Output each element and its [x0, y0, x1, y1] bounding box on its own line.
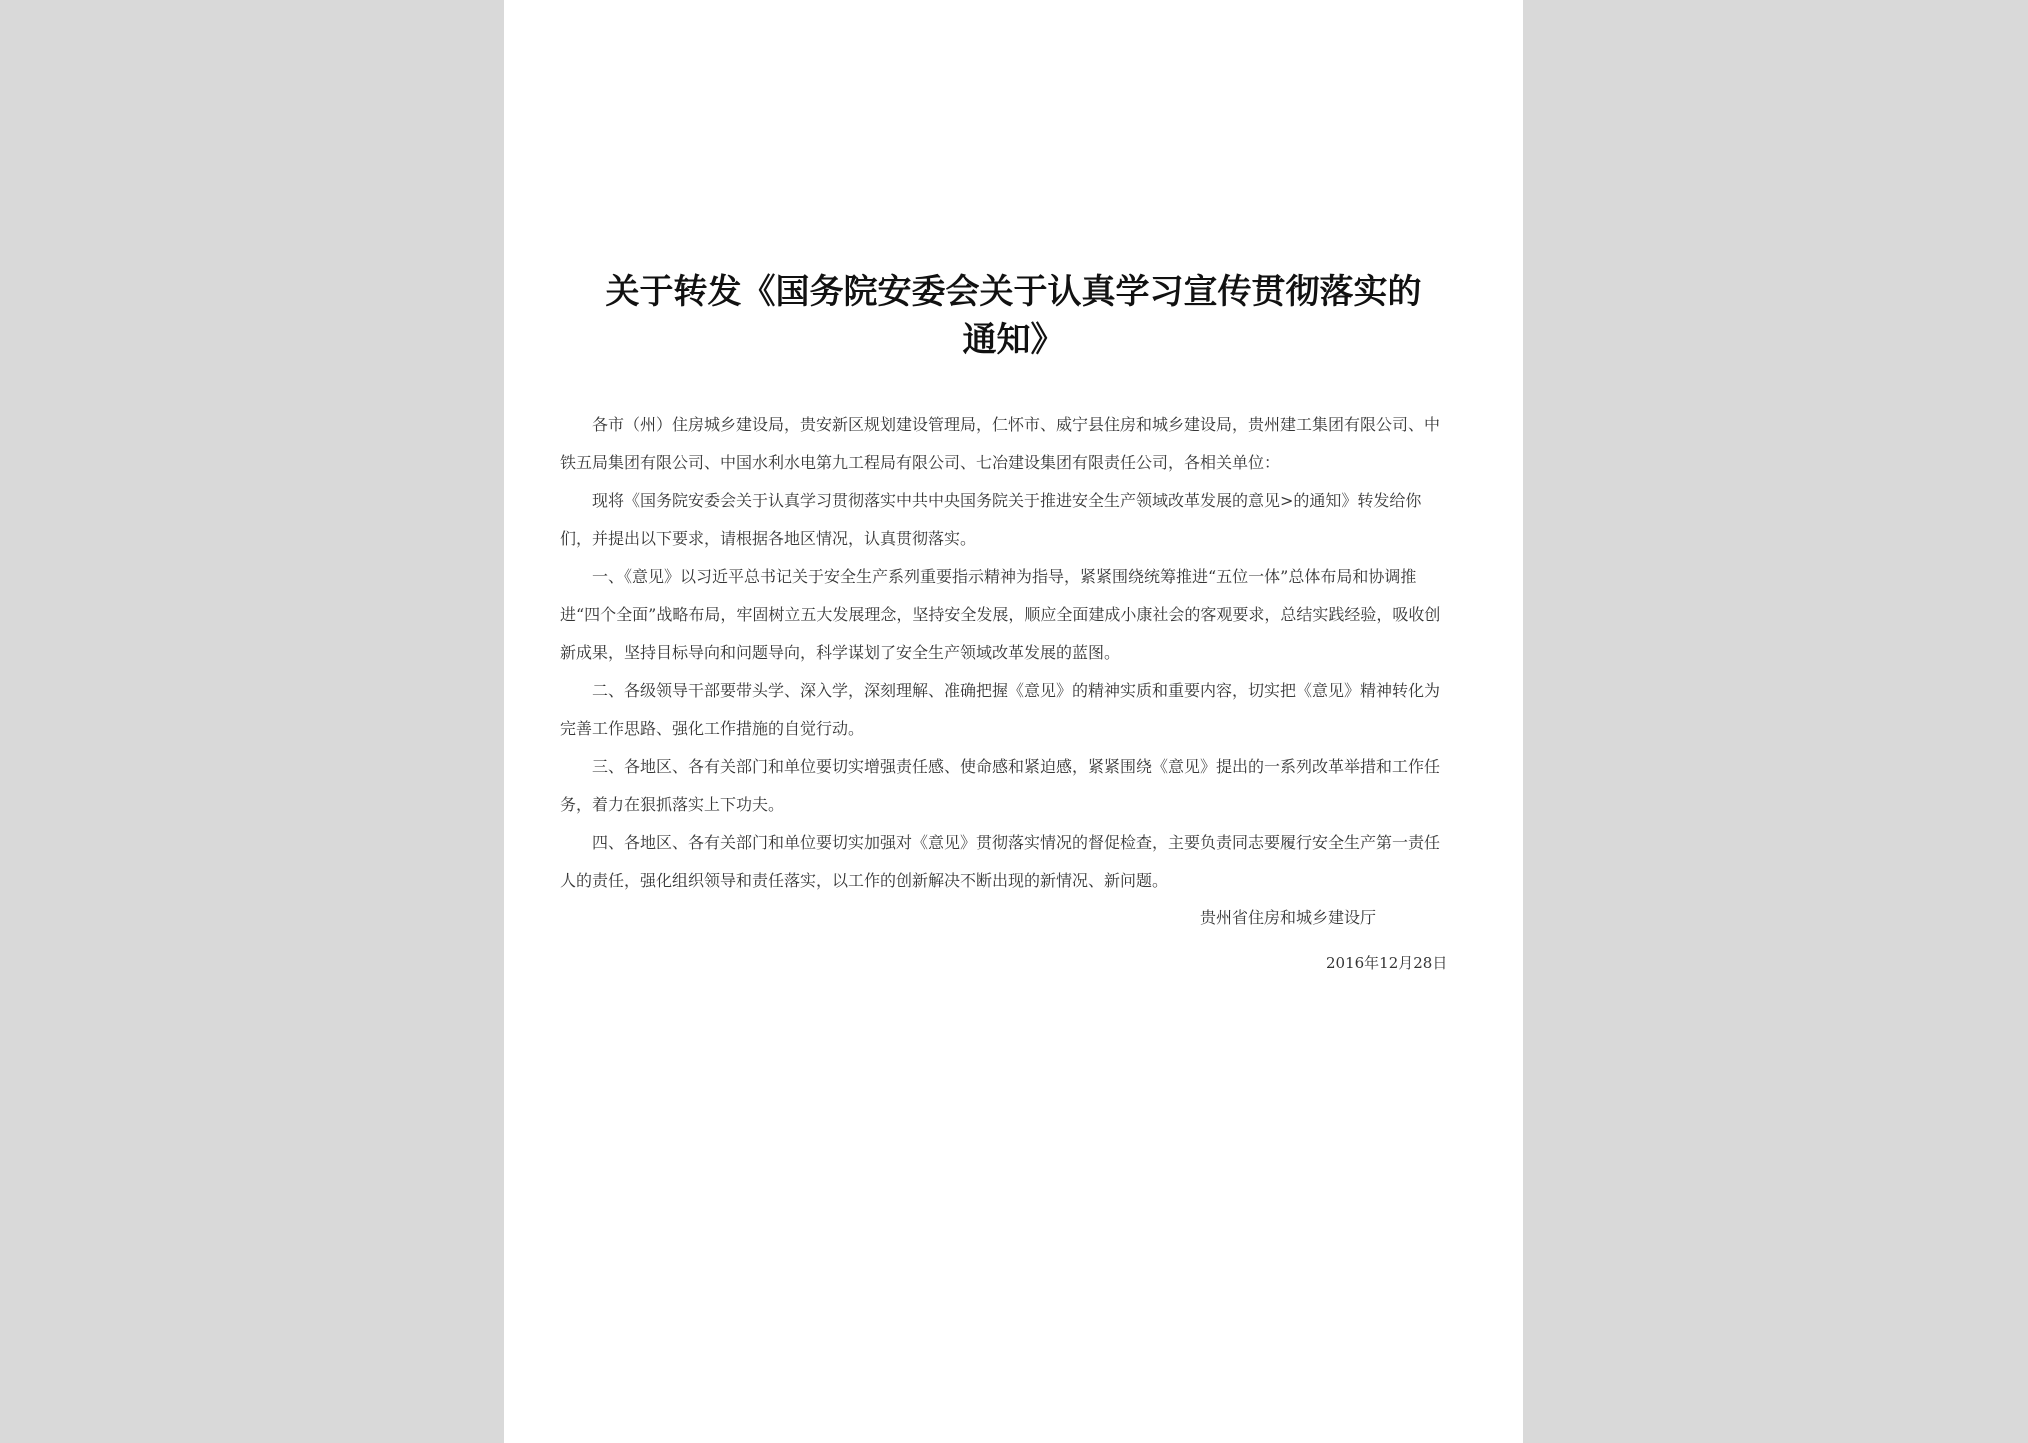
- paragraph-2-line-1: 二、各级领导干部要带头学、深入学，深刻理解、准确把握《意见》的精神实质和重要内容，切实把《意见》精神转化为: [592, 681, 1441, 700]
- document-title-line-1: 关于转发《国务院安委会关于认真学习宣传贯彻落实的: [605, 272, 1422, 312]
- document-page: [504, 0, 1523, 1443]
- intro-line-2: 们，并提出以下要求，请根据各地区情况，认真贯彻落实。: [560, 529, 977, 548]
- paragraph-1-line-2: 进“四个全面”战略布局，牢固树立五大发展理念，坚持安全发展，顺应全面建成小康社会的客观要求，总结实践经验，吸收创: [560, 605, 1441, 624]
- addressee-line-1: 各市（州）住房城乡建设局，贵安新区规划建设管理局，仁怀市、威宁县住房和城乡建设局，贵州建工集团有限公司、中: [592, 415, 1441, 434]
- paragraph-1-line-3: 新成果，坚持目标导向和问题导向，科学谋划了安全生产领域改革发展的蓝图。: [560, 643, 1121, 662]
- addressee-line-2: 铁五局集团有限公司、中国水利水电第九工程局有限公司、七冶建设集团有限责任公司，各相关单位：: [560, 453, 1281, 472]
- issuer-signature: 贵州省住房和城乡建设厅: [1200, 908, 1377, 927]
- paragraph-3-line-2: 务，着力在狠抓落实上下功夫。: [560, 795, 785, 814]
- paragraph-1-line-1: 一、《意见》以习近平总书记关于安全生产系列重要指示精神为指导，紧紧围绕统筹推进“五位一体”总体布局和协调推: [592, 567, 1417, 586]
- document-title-line-2: 通知》: [962, 320, 1065, 360]
- paragraph-4-line-1: 四、各地区、各有关部门和单位要切实加强对《意见》贯彻落实情况的督促检查，主要负责同志要履行安全生产第一责任: [592, 833, 1441, 852]
- paragraph-2-line-2: 完善工作思路、强化工作措施的自觉行动。: [560, 719, 865, 738]
- intro-line-1: 现将《国务院安委会关于认真学习贯彻落实中共中央国务院关于推进安全生产领域改革发展的意见>的通知》转发给你: [592, 491, 1422, 510]
- paragraph-3-line-1: 三、各地区、各有关部门和单位要切实增强责任感、使命感和紧迫感，紧紧围绕《意见》提出的一系列改革举措和工作任: [592, 757, 1441, 776]
- paragraph-4-line-2: 人的责任，强化组织领导和责任落实，以工作的创新解决不断出现的新情况、新问题。: [560, 871, 1169, 890]
- issue-date: 2016年12月28日: [1326, 954, 1448, 972]
